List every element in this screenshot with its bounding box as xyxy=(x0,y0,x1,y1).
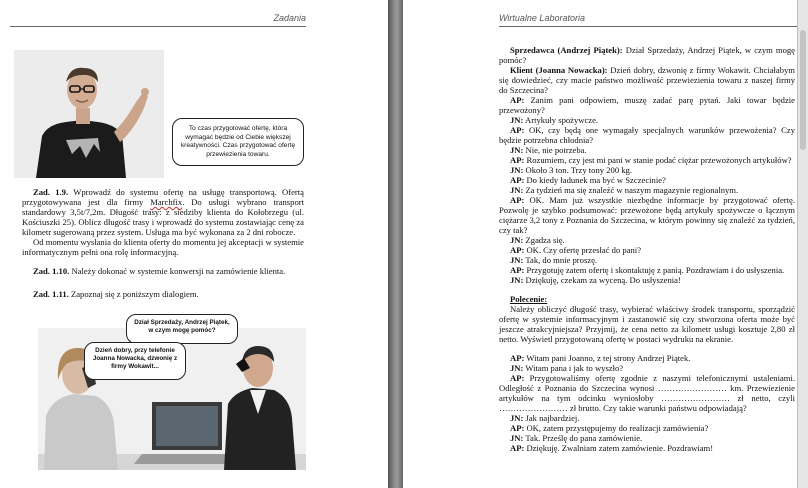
firm-name-marchfix: Marchfix xyxy=(150,197,183,207)
dialog-line: JN: Witam pana i jak to wyszło? xyxy=(510,363,624,373)
dialog-line: JN: Jak najbardziej. xyxy=(510,413,580,423)
dialog-line: Sprzedawca (Andrzej Piątek): Dział Sprzedaży, Andrzej Piątek, w czym mogę pomóc? xyxy=(499,45,795,65)
dialog-1 xyxy=(499,45,795,285)
dialog-line: AP: OK, zatem przystępujemy do realizacji zamówienia? xyxy=(510,423,709,433)
dialog-2 xyxy=(499,353,795,453)
right-text-block xyxy=(499,45,795,453)
left-page-header: Zadania xyxy=(10,12,306,27)
dialog-line: JN: Nie, nie potrzeba. xyxy=(510,145,587,155)
dialog-line: JN: Za tydzień ma się znaleźć w naszym magazynie regionalnym. xyxy=(510,185,739,195)
speech-bubble-sales: Dział Sprzedaży, Andrzej Piątek, w czym mogę pomóc? xyxy=(126,314,238,344)
dialog-line: AP: OK, czy będą one wymagały specjalnych warunków przewożenia? Czy będzie potrzebna chłodnia? xyxy=(499,125,795,145)
speech-bubble-client: Dzień dobry, przy telefonie Joanna Nowacka, dzwonię z firmy Wokawit... xyxy=(84,342,186,380)
speech-bubble-offer: To czas przygotować ofertę, która wymagać będzie od Ciebie większej kreatywności. Czas przygotować ofertę przewiezienia towaru. xyxy=(172,118,304,166)
polecenie-label: Polecenie: xyxy=(510,294,548,304)
dialog-line: JN: Zgadza się. xyxy=(510,235,565,245)
dialog-line: AP: Przygotowaliśmy ofertę zgodnie z naszymi telefonicznymi ustaleniami. Odległość z Poznania do Szczecina wynosi …………………… km. Przewiezienie artykułów na tym odcinku wyniosłoby …………………… zł netto, czyli …………………… zł brutto. Czy takie warunki państwu odpowiadają? xyxy=(499,373,795,413)
dialog-line: AP: OK. Mam już wszystkie niezbędne informacje by przygotować ofertę. Pozwolę je szybko podsumować: przewożone będą artykuły spożywcze o łącznym ciężarze 3,2 tony z Poznania do Szczecina, w którym powinny się znaleźć za tydzień, czy tak? xyxy=(499,195,795,235)
scrollbar-thumb[interactable] xyxy=(800,30,806,150)
dialog-line: JN: Tak. Prześlę do pana zamówienie. xyxy=(510,433,643,443)
task-1-9-paragraph-2: Od momentu wysłania do klienta oferty do momentu jej akceptacji w systemie informatycznym pełni ona rolę informacyjną. xyxy=(22,237,304,257)
dialog-line: AP: Zanim pani odpowiem, muszę zadać parę pytań. Jaki towar będzie przewożony? xyxy=(499,95,795,115)
dialog-line: JN: Artykuły spożywcze. xyxy=(510,115,599,125)
presenter-photo xyxy=(14,50,164,178)
dialog-line: AP: Witam pani Joanno, z tej strony Andrzej Piątek. xyxy=(510,353,691,363)
left-text-block xyxy=(22,187,304,299)
dialog-line: JN: Około 3 ton. Trzy tony 200 kg. xyxy=(510,165,633,175)
dialog-line: AP: Do kiedy ładunek ma być w Szczecinie? xyxy=(510,175,666,185)
task-1-9-paragraph: Zad. 1.9. Wprowadź do systemu ofertę na usługę transportową. Ofertą przygotowywana jest dla firmy Marchfix. Do usługi wybrano transport standardowy 3,5t/7,2m. Długość trasy: z siedziby klienta do Kołobrzegu (ul. Kościuszki 25). Oblicz długość trasy i wprowadź do systemu zostawiając cenę za kilometr sugerowaną przez system. Usługa ma być wykonana za 2 dni robocze. xyxy=(22,187,304,237)
task-1-9-label: Zad. 1.9. xyxy=(33,187,69,197)
dialog-line: AP: Przygotuję zatem ofertę i skontaktuję z panią. Pozdrawiam i do usłyszenia. xyxy=(510,265,785,275)
task-1-11-paragraph: Zad. 1.11. Zapoznaj się z poniższym dialogiem. xyxy=(33,289,199,299)
task-1-10-paragraph: Zad. 1.10. Należy dokonać w systemie konwersji na zamówienie klienta. xyxy=(33,266,286,276)
dialog-line: JN: Tak, do mnie proszę. xyxy=(510,255,598,265)
right-page xyxy=(403,0,808,488)
dialog-line: AP: OK. Czy ofertę przesłać do pani? xyxy=(510,245,642,255)
dialog-line: JN: Dziękuję, czekam za wyceną. Do usłyszenia! xyxy=(510,275,681,285)
polecenie-text: Należy obliczyć długość trasy, wybierać właściwy środek transportu, sporządzić ofertę w systemie informacyjnym i zastanowić się czy stworzona oferta może być jeszcze atrakcyjniejsza? Przyjmij, że cena netto za kilometr usługi kosztuje 2,80 zł netto. Wyświetl przygotowaną ofertę w postaci wydruku na ekranie. xyxy=(499,304,795,344)
dialog-line: Klient (Joanna Nowacka): Dzień dobry, dzwonię z firmy Wokawit. Chciałabym się dowiedzieć, czy macie państwo możliwość przewiezienia towaru z naszej firmy do Szczecina? xyxy=(499,65,795,95)
page-gutter xyxy=(388,0,403,488)
dialog-line: AP: Dziękuję. Zwalniam zatem zamówienie. Pozdrawiam! xyxy=(510,443,714,453)
dialog-line: AP: Rozumiem, czy jest mi pani w stanie podać ciężar przewożonych artykułów? xyxy=(510,155,792,165)
vertical-scrollbar[interactable] xyxy=(797,0,808,488)
left-page xyxy=(0,0,388,488)
right-page-header: Wirtualne Laboratoria xyxy=(499,12,798,27)
